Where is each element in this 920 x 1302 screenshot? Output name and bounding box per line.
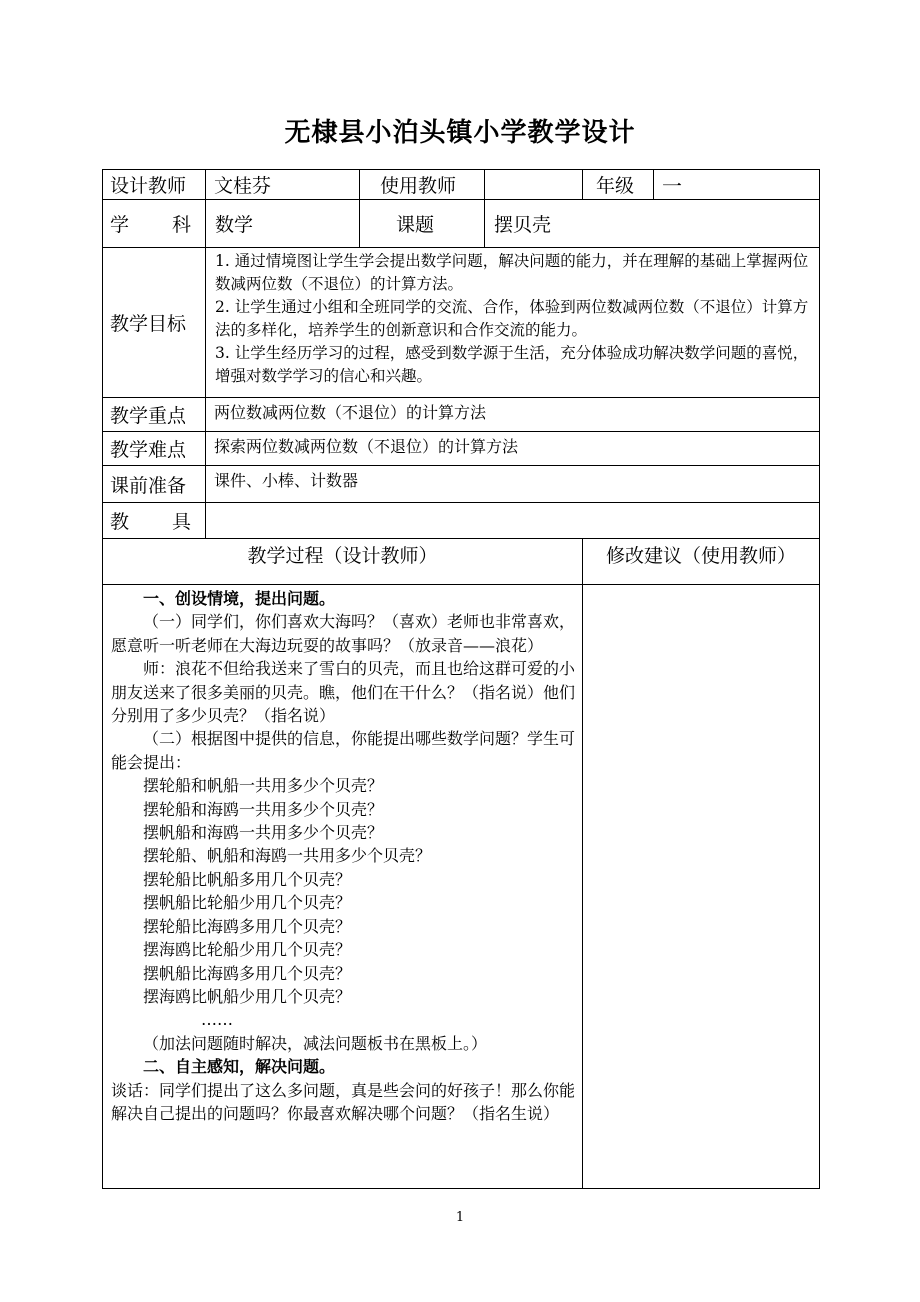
list-item: 摆帆船比轮船少用几个贝壳？ xyxy=(143,893,352,913)
paragraph: （一）同学们，你们喜欢大海吗？（喜欢）老师也非常喜欢，愿意听一听老师在大海边玩耍的故事吗？（放录音——浪花） xyxy=(111,612,576,655)
note: （加法问题随时解决，减法问题板书在黑板上。） xyxy=(143,1033,488,1053)
tools-text[interactable] xyxy=(206,503,820,539)
suggestion-content[interactable] xyxy=(583,585,820,1189)
list-item: 摆轮船比帆船多用几个贝壳？ xyxy=(143,869,352,889)
difficulty-text: 探索两位数减两位数（不退位）的计算方法 xyxy=(206,432,820,466)
goals-label: 教学目标 xyxy=(103,248,206,398)
subject-value: 数学 xyxy=(206,200,360,248)
section-heading-2: 二、自主感知，解决问题。 xyxy=(143,1057,336,1077)
tools-label: 教 具 xyxy=(103,503,206,539)
list-item: 摆轮船和海鸥一共用多少个贝壳？ xyxy=(143,799,384,819)
list-item: 摆帆船比海鸥多用几个贝壳？ xyxy=(143,963,352,983)
list-item: 摆海鸥比帆船少用几个贝壳？ xyxy=(143,986,352,1006)
page-number: 1 xyxy=(455,1210,465,1225)
paragraph: 师：浪花不但给我送来了雪白的贝壳，而且也给这群可爱的小朋友送来了很多美丽的贝壳。瞧，他们在干什么？（指名说）他们分别用了多少贝壳？（指名说） xyxy=(111,659,576,726)
paragraph: 谈话：同学们提出了这么多问题，真是些会问的好孩子！那么你能解决自己提出的问题吗？你最喜欢解决哪个问题？（指名生说） xyxy=(111,1080,576,1123)
list-item: 摆轮船和帆船一共用多少个贝壳？ xyxy=(143,776,384,796)
page-title: 无棣县小泊头镇小学教学设计 xyxy=(284,118,636,148)
grade-value: 一 xyxy=(654,170,820,200)
list-item: 摆轮船、帆船和海鸥一共用多少个贝壳？ xyxy=(143,846,432,866)
lesson-design-table xyxy=(102,169,820,1189)
difficulty-label: 教学难点 xyxy=(103,432,206,466)
use-teacher-value[interactable] xyxy=(485,170,583,200)
section-heading-1: 一、创设情境，提出问题。 xyxy=(143,589,336,608)
preparation-label: 课前准备 xyxy=(103,466,206,503)
paragraph: （二）根据图中提供的信息，你能提出哪些数学问题？学生可能会提出： xyxy=(111,729,576,772)
ellipsis: …… xyxy=(201,1010,233,1030)
key-point-text: 两位数减两位数（不退位）的计算方法 xyxy=(206,398,820,432)
goals-text: 1. 通过情境图让学生学会提出数学问题，解决问题的能力，并在理解的基础上掌握两位数减两位数（不退位）的计算方法。 2. 让学生通过小组和全班同学的交流、合作，体验到两位数减两位数（不退位）计算方法的多样化，培养学生的创新意识和合作交流的能力。 3. 让学生经历学习的过程，感受到数学源于生活，充分体验成功解决数学问题的喜悦，增强对数学学习的信心和兴趣。 xyxy=(206,248,820,398)
design-teacher-label: 设计教师 xyxy=(103,170,206,200)
topic-value: 摆贝壳 xyxy=(485,200,820,248)
preparation-text: 课件、小棒、计数器 xyxy=(206,466,820,503)
list-item: 摆帆船和海鸥一共用多少个贝壳？ xyxy=(143,823,384,843)
list-item: 摆轮船比海鸥多用几个贝壳？ xyxy=(143,916,352,936)
key-point-label: 教学重点 xyxy=(103,398,206,432)
subject-label: 学 科 xyxy=(103,200,206,248)
process-content xyxy=(103,585,583,1189)
process-header: 教学过程（设计教师） xyxy=(103,539,583,585)
use-teacher-label: 使用教师 xyxy=(360,170,485,200)
design-teacher-value: 文桂芬 xyxy=(206,170,360,200)
topic-label: 课题 xyxy=(360,200,485,248)
suggestion-header: 修改建议（使用教师） xyxy=(583,539,820,585)
list-item: 摆海鸥比轮船少用几个贝壳？ xyxy=(143,940,352,960)
grade-label: 年级 xyxy=(583,170,654,200)
